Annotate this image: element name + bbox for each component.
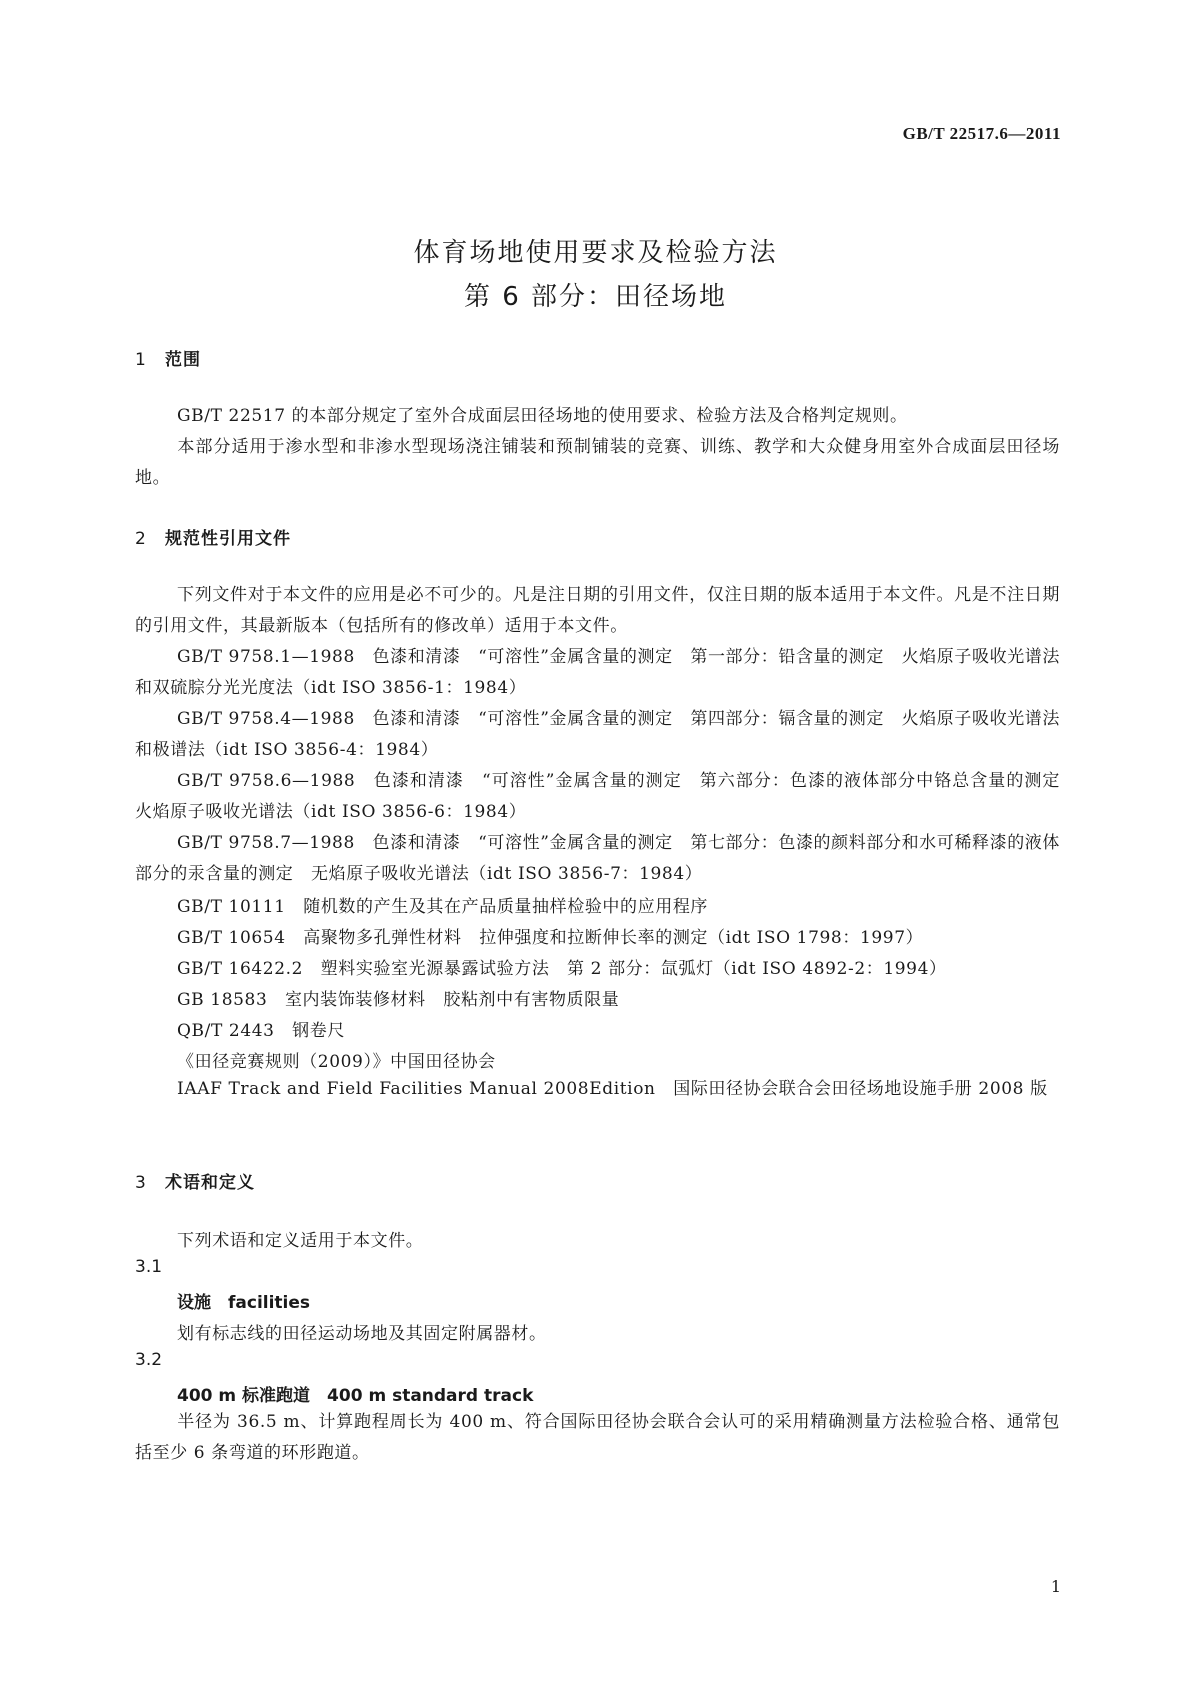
term-3-2-title: 400 m 标准跑道 400 m standard track (177, 1386, 534, 1406)
term-3-1-number: 3.1 (135, 1257, 163, 1277)
term-3-1-title: 设施 facilities (177, 1293, 311, 1313)
reference-item: IAAF Track and Field Facilities Manual 2008Edition 国际田径协会联合会田径场地设施手册 2008 版 (177, 1079, 1048, 1099)
section-3-title: 术语和定义 (165, 1173, 255, 1193)
document-subtitle: 第 6 部分：田径场地 (463, 282, 728, 312)
page-number: 1 (1050, 1577, 1061, 1596)
document-title: 体育场地使用要求及检验方法 (413, 238, 778, 268)
term-3-2-number: 3.2 (135, 1350, 163, 1370)
section-2-title: 规范性引用文件 (165, 529, 291, 549)
reference-item: GB/T 9758.7—1988 色漆和清漆 “可溶性”金属含量的测定 第七部分：色漆的颜料部分和水可稀释漆的液体部分的汞含量的测定 无焰原子吸收光谱法（idt ISO 3856-7：1984） (135, 833, 1060, 884)
section-2-heading (135, 524, 291, 549)
section-3-heading (135, 1168, 255, 1193)
reference-item: QB/T 2443 钢卷尺 (177, 1021, 345, 1041)
section-1-number: 1 (135, 350, 147, 370)
reference-item: 《田径竞赛规则（2009）》中国田径协会 (177, 1052, 496, 1072)
reference-item: GB/T 9758.1—1988 色漆和清漆 “可溶性”金属含量的测定 第一部分：铅含量的测定 火焰原子吸收光谱法和双硫腙分光光度法（idt ISO 3856-1：1984） (135, 647, 1060, 698)
section-1-paragraph-1: GB/T 22517 的本部分规定了室外合成面层田径场地的使用要求、检验方法及合格判定规则。 (177, 406, 908, 426)
section-1-heading (135, 345, 201, 370)
section-2-number: 2 (135, 529, 147, 549)
term-3-1-definition: 划有标志线的田径运动场地及其固定附属器材。 (177, 1324, 547, 1344)
section-3-intro: 下列术语和定义适用于本文件。 (177, 1231, 424, 1251)
section-2-intro: 下列文件对于本文件的应用是必不可少的。凡是注日期的引用文件，仅注日期的版本适用于本文件。凡是不注日期的引用文件，其最新版本（包括所有的修改单）适用于本文件。 (135, 585, 1060, 636)
standard-code: GB/T 22517.6—2011 (902, 124, 1061, 143)
term-3-2-definition: 半径为 36.5 m、计算跑程周长为 400 m、符合国际田径协会联合会认可的采用精确测量方法检验合格、通常包括至少 6 条弯道的环形跑道。 (135, 1412, 1060, 1463)
reference-item: GB/T 10654 高聚物多孔弹性材料 拉伸强度和拉断伸长率的测定（idt ISO 1798：1997） (177, 928, 924, 948)
reference-item: GB/T 9758.6—1988 色漆和清漆 “可溶性”金属含量的测定 第六部分：色漆的液体部分中铬总含量的测定 火焰原子吸收光谱法（idt ISO 3856-6：1984） (135, 771, 1078, 822)
reference-item: GB 18583 室内装饰装修材料 胶粘剂中有害物质限量 (177, 990, 620, 1010)
reference-item: GB/T 16422.2 塑料实验室光源暴露试验方法 第 2 部分：氙弧灯（idt ISO 4892-2：1994） (177, 959, 947, 979)
section-1-title: 范围 (165, 350, 201, 370)
section-3-number: 3 (135, 1173, 147, 1193)
reference-item: GB/T 9758.4—1988 色漆和清漆 “可溶性”金属含量的测定 第四部分：镉含量的测定 火焰原子吸收光谱法和极谱法（idt ISO 3856-4：1984） (135, 709, 1060, 760)
section-1-paragraph-2: 本部分适用于渗水型和非渗水型现场浇注铺装和预制铺装的竞赛、训练、教学和大众健身用室外合成面层田径场地。 (135, 437, 1060, 488)
reference-item: GB/T 10111 随机数的产生及其在产品质量抽样检验中的应用程序 (177, 897, 709, 917)
